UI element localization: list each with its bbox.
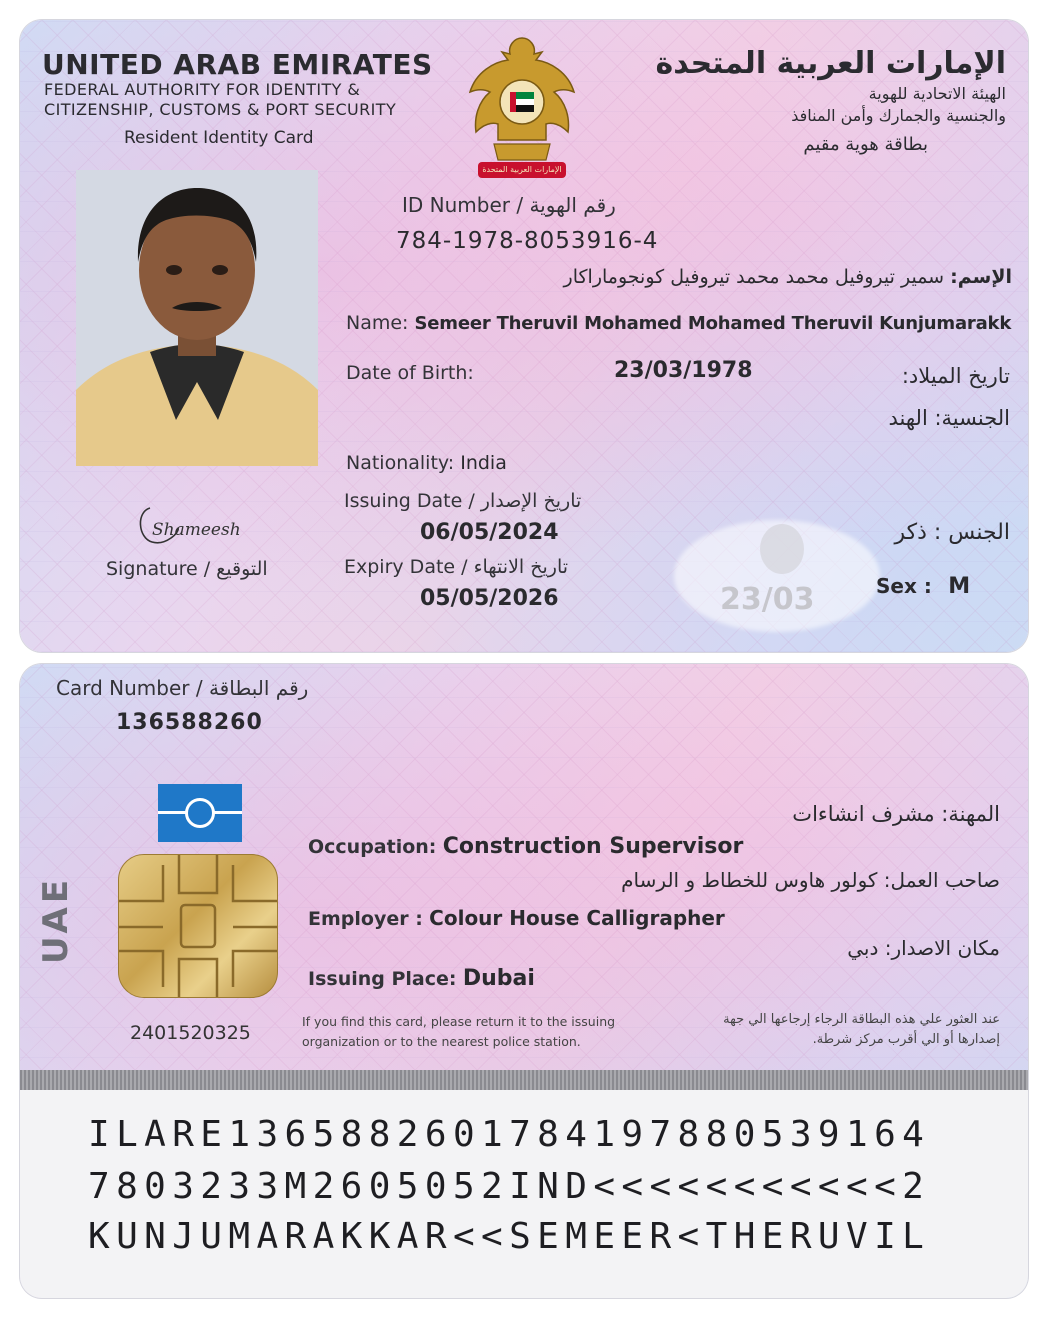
occupation-label: Occupation: bbox=[308, 836, 437, 858]
issuing-place-row bbox=[308, 966, 535, 991]
name-ar-label: الإسم: bbox=[950, 266, 1012, 288]
name-label: Name: bbox=[346, 312, 409, 334]
dob-ar-label: تاريخ الميلاد: bbox=[901, 364, 1010, 388]
expiry-date-label: Expiry Date / تاريخ الانتهاء bbox=[344, 556, 569, 578]
name-row bbox=[346, 312, 1011, 334]
employer-row bbox=[308, 906, 725, 930]
return-notice-ar-line2: إصدارها أو الي أقرب مركز شرطة. bbox=[812, 1032, 1000, 1047]
return-notice-ar bbox=[723, 1010, 1000, 1050]
holder-photo bbox=[76, 170, 318, 466]
issuing-place-ar: مكان الاصدار: دبي bbox=[847, 936, 1000, 960]
smart-chip-icon bbox=[118, 854, 278, 998]
header-country-en: UNITED ARAB EMIRATES bbox=[42, 48, 433, 81]
occupation-value: Construction Supervisor bbox=[442, 834, 744, 859]
header-authority-en-line2: CITIZENSHIP, CUSTOMS & PORT SECURITY bbox=[44, 100, 397, 119]
mrz-separator-band bbox=[20, 1070, 1028, 1090]
header-authority-en-line1: FEDERAL AUTHORITY FOR IDENTITY & bbox=[44, 80, 361, 99]
side-country-code: UAE bbox=[36, 875, 76, 964]
signature-text: Shameesh bbox=[152, 520, 241, 540]
occupation-row bbox=[308, 834, 743, 859]
name-value: Semeer Theruvil Mohamed Mohamed Theruvil Kunjumarakk bbox=[414, 313, 1012, 334]
id-number-value: 784-1978-8053916-4 bbox=[396, 228, 659, 254]
ghost-dob-text: 23/03 bbox=[720, 582, 815, 617]
nationality-label: Nationality: bbox=[346, 452, 455, 474]
ghost-portrait bbox=[760, 524, 804, 574]
employer-ar: صاحب العمل: كولور هاوس للخطاط و الرسام bbox=[621, 868, 1000, 892]
issuing-place-label: Issuing Place: bbox=[308, 968, 457, 990]
card-type-en: Resident Identity Card bbox=[124, 128, 314, 148]
mrz-line-2: 7803233M2605052IND<<<<<<<<<<<2 bbox=[88, 1166, 931, 1207]
dob-value: 23/03/1978 bbox=[614, 358, 753, 383]
return-notice-ar-line1: عند العثور علي هذه البطاقة الرجاء إرجاعها الي جهة bbox=[723, 1012, 1000, 1027]
nationality-row bbox=[346, 452, 507, 474]
sex-ar: الجنس : ذكر bbox=[894, 520, 1010, 545]
issuing-place-value: Dubai bbox=[462, 966, 535, 991]
chip-number: 2401520325 bbox=[130, 1022, 251, 1044]
expiry-date-value: 05/05/2026 bbox=[420, 586, 559, 611]
id-card-front bbox=[20, 20, 1028, 652]
issuing-date-label: Issuing Date / تاريخ الإصدار bbox=[344, 490, 582, 512]
uae-emblem-icon bbox=[464, 32, 580, 182]
name-ar-row bbox=[564, 266, 1012, 288]
nationality-value: India bbox=[460, 452, 507, 474]
sex-row bbox=[876, 574, 970, 599]
header-country-ar: الإمارات العربية المتحدة bbox=[655, 46, 1006, 81]
card-logo-icon bbox=[158, 784, 242, 842]
signature-label: Signature / التوقيع bbox=[106, 558, 268, 580]
mrz-line-3: KUNJUMARAKKAR<<SEMEER<THERUVIL bbox=[88, 1216, 931, 1257]
signature-image bbox=[132, 498, 262, 558]
mrz-line-1: ILARE1365882601784197880539164 bbox=[88, 1114, 931, 1155]
card-number-label: Card Number / رقم البطاقة bbox=[56, 676, 309, 700]
nationality-ar: الجنسية: الهند bbox=[888, 406, 1010, 430]
occupation-ar: المهنة: مشرف انشاءات bbox=[792, 802, 1000, 826]
header-authority-ar-line2: والجنسية والجمارك وأمن المنافذ bbox=[791, 106, 1006, 125]
sex-value: M bbox=[948, 574, 971, 599]
emblem-banner-text: الإمارات العربية المتحدة bbox=[482, 165, 562, 174]
sex-label: Sex : bbox=[876, 574, 932, 598]
return-notice-en-line1: If you find this card, please return it to the issuing bbox=[302, 1014, 616, 1029]
header-authority-ar-line1: الهيئة الاتحادية للهوية bbox=[868, 84, 1006, 103]
return-notice-en-line2: organization or to the nearest police station. bbox=[302, 1034, 581, 1049]
id-number-label: ID Number / رقم الهوية bbox=[402, 193, 616, 217]
issuing-date-value: 06/05/2024 bbox=[420, 520, 559, 545]
name-ar-value: سمير تيروفيل محمد محمد تيروفيل كونجوماراكار bbox=[563, 266, 945, 288]
card-type-ar: بطاقة هوية مقيم bbox=[803, 134, 928, 155]
return-notice-en bbox=[302, 1012, 615, 1052]
dob-label: Date of Birth: bbox=[346, 362, 474, 384]
employer-label: Employer : bbox=[308, 908, 423, 930]
employer-value: Colour House Calligrapher bbox=[429, 906, 725, 930]
card-number-value: 136588260 bbox=[116, 710, 263, 735]
id-card-back bbox=[20, 664, 1028, 1298]
